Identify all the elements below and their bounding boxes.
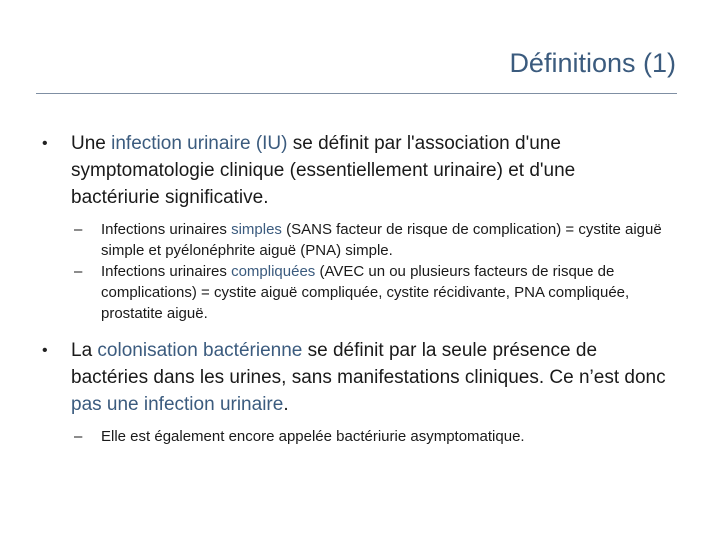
dash-marker: – (74, 263, 83, 280)
sub-item-simple (28, 219, 668, 261)
slide-title: Définitions (1) (509, 48, 676, 78)
highlight-term: infection urinaire (IU) (111, 133, 288, 154)
sub-item-text: Infections urinaires (101, 221, 232, 238)
bullet-text: . (283, 394, 289, 415)
bullet-marker: • (42, 342, 48, 359)
highlight-term: pas une infection urinaire (71, 394, 284, 415)
sub-item-text: Infections urinaires (101, 263, 232, 280)
sub-item-text: (AVEC un ou plusieurs facteurs de risque de complications) = cystite aiguë compliquée, cystite récidivante, PNA compliquée, prostatite aiguë. (101, 263, 630, 322)
bullet-marker: • (42, 135, 48, 152)
highlight-term: compliquées (231, 263, 316, 280)
sub-item-asymptomatic (28, 426, 668, 447)
highlight-term: simples (231, 221, 282, 238)
highlight-term: colonisation bactérienne (97, 340, 303, 361)
dash-marker: – (74, 428, 83, 445)
bullet-text: se définit par la seule présence de bactéries dans les urines, sans manifestations cliniques. Ce n’est donc (71, 340, 666, 388)
sub-item-text: Elle est également encore appelée bactériurie asymptomatique. (101, 428, 525, 445)
bullet-text: La (71, 340, 98, 361)
title-divider (36, 93, 677, 94)
sub-item-text: (SANS facteur de risque de complication) = cystite aiguë simple et pyélonéphrite aiguë (PNA) simple. (101, 221, 662, 259)
bullet-text: se définit par l'association d'une symptomatologie clinique (essentiellement urinaire) et d'une bactériurie significative. (71, 133, 576, 208)
sub-item-complicated (28, 261, 668, 324)
bullet-colonization-definition (28, 337, 668, 418)
bullet-infection-definition (28, 130, 668, 211)
slide-content (28, 130, 668, 447)
bullet-text: Une (71, 133, 112, 154)
dash-marker: – (74, 221, 83, 238)
